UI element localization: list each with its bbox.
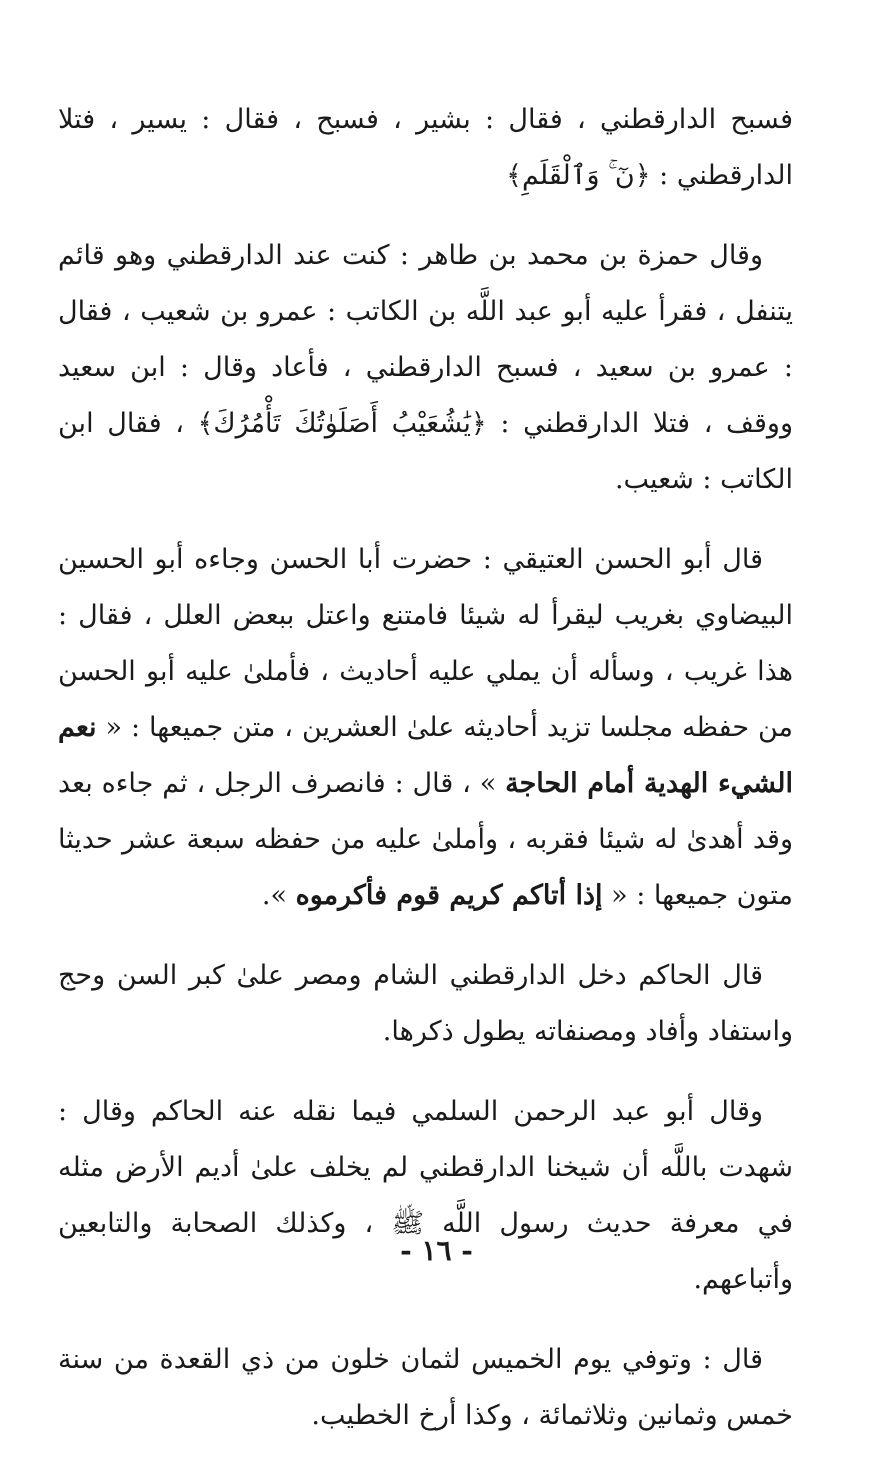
paragraph-3-text-2: » ، قال : فانصرف الرجل ، ثم جاءه بعد وقد أهدىٰ له شيئا فقربه ، وأملىٰ عليه من حفظه سبعة عشر حديثا متون جميعها : « [58,768,793,911]
paragraph-3 [58,532,793,924]
paragraph-4-text: قال الحاكم دخل الدارقطني الشام ومصر علىٰ كبر السن وحج واستفاد وأفاد ومصنفاته يطول ذكرها. [58,960,793,1047]
paragraph-3-text-3: ». [261,880,296,911]
paragraph-5 [58,1084,793,1308]
paragraph-2-text: وقال حمزة بن محمد بن طاهر : كنت عند الدارقطني وهو قائم يتنفل ، فقرأ عليه أبو عبد اللَّه بن الكاتب : عمرو بن شعيب ، فقال : عمرو بن سعيد ، فسبح الدارقطني ، فأعاد وقال : ابن سعيد ووقف ، فتلا الدارقطني : [58,240,793,439]
paragraph-1-text: فسبح الدارقطني ، فقال : بشير ، فسبح ، فقال : يسير ، فتلا الدارقطني : [58,104,793,191]
paragraph-5-text: وقال أبو عبد الرحمن السلمي فيما نقله عنه الحاكم وقال : شهدت باللَّه أن شيخنا الدارقطني لم يخلف علىٰ أديم الأرض مثله في معرفة حديث رسول اللَّه ﷺ ، وكذلك الصحابة والتابعين وأتباعهم. [58,1096,793,1295]
hadith-text-1: نعم الشيء الهدية أمام الحاجة [58,712,793,799]
paragraph-2-text-after: ، فقال ابن الكاتب : شعيب. [58,408,793,495]
quran-verse-shuayb: ﴿يَٰشُعَيْبُ أَصَلَوٰتُكَ تَأْمُرُكَ﴾ [197,408,487,439]
page-number: - ١٦ - [400,1234,473,1267]
paragraph-6 [58,1332,793,1444]
paragraph-4 [58,948,793,1060]
hadith-text-2: إذا أتاكم كريم قوم فأكرموه [295,880,603,911]
quran-verse-nun: ﴿نٓ ۚ وَٱلْقَلَمِ﴾ [506,160,651,191]
paragraph-3-text-1: قال أبو الحسن العتيقي : حضرت أبا الحسن وجاءه أبو الحسين البيضاوي بغريب ليقرأ له شيئا فامتنع واعتل ببعض العلل ، فقال : هذا غريب ، وسأله أن يملي عليه أحاديث ، فأملىٰ عليه أبو الحسن من حفظه مجلسا تزيد أحاديثه علىٰ العشرين ، متن جميعها : « [58,544,793,743]
paragraph-6-text: قال : وتوفي يوم الخميس لثمان خلون من ذي القعدة من سنة خمس وثمانين وثلاثمائة ، وكذا أرخ الخطيب. [58,1344,793,1431]
paragraph-2 [58,228,793,508]
paragraph-1 [58,92,793,204]
